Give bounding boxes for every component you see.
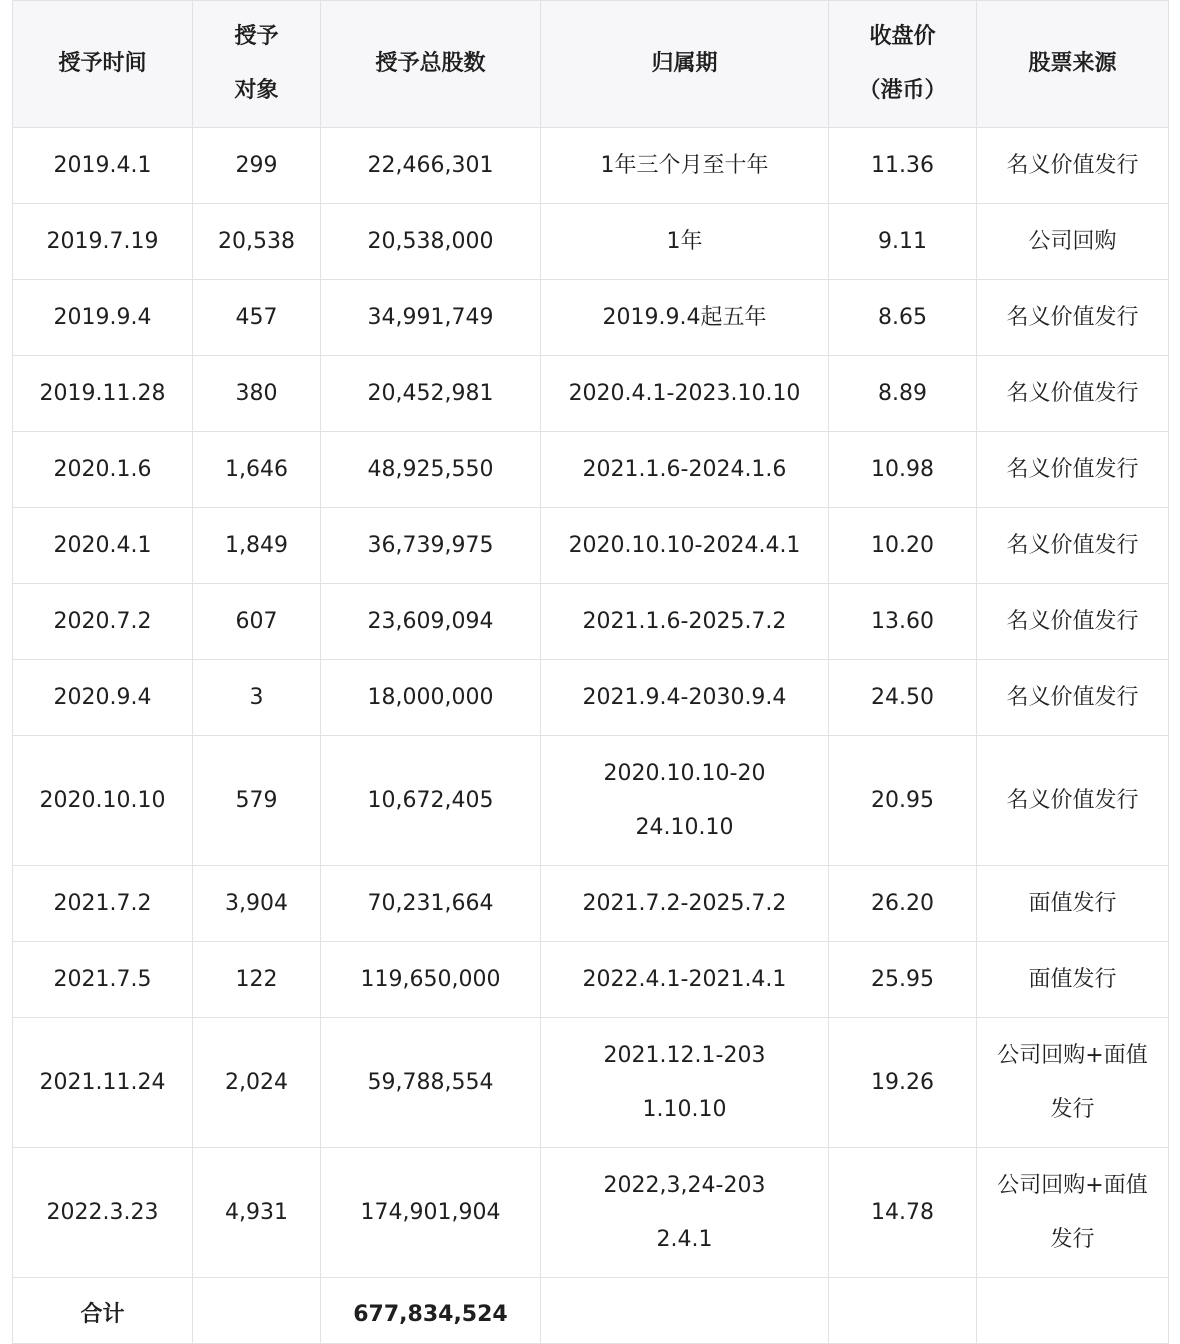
cell-recipients: 20,538 [193, 204, 321, 280]
cell-total-shares: 70,231,664 [321, 866, 541, 942]
table-row [13, 508, 1169, 584]
cell-vesting-period: 2020.4.1-2023.10.10 [541, 356, 829, 432]
cell-closing-price: 10.98 [829, 432, 977, 508]
cell-share-source: 名义价值发行 [977, 128, 1169, 204]
cell-share-source: 名义价值发行 [977, 432, 1169, 508]
cell-recipients: 1,646 [193, 432, 321, 508]
cell-grant-date: 2021.11.24 [13, 1018, 193, 1148]
cell-total-shares: 22,466,301 [321, 128, 541, 204]
cell-vesting-period: 2020.10.10-2024.10.10 [541, 736, 829, 866]
cell-total-shares: 59,788,554 [321, 1018, 541, 1148]
cell-closing-price: 8.89 [829, 356, 977, 432]
cell-total-shares: 36,739,975 [321, 508, 541, 584]
cell-recipients: 2,024 [193, 1018, 321, 1148]
header-share-source: 股票来源 [977, 1, 1169, 128]
header-total-shares: 授予总股数 [321, 1, 541, 128]
cell-recipients: 457 [193, 280, 321, 356]
cell-total-shares: 174,901,904 [321, 1148, 541, 1278]
table-row [13, 1148, 1169, 1278]
table-row [13, 280, 1169, 356]
cell-grant-date: 2020.1.6 [13, 432, 193, 508]
header-grant-date: 授予时间 [13, 1, 193, 128]
cell-closing-price: 26.20 [829, 866, 977, 942]
cell-recipients: 1,849 [193, 508, 321, 584]
cell-closing-price: 20.95 [829, 736, 977, 866]
cell-recipients: 607 [193, 584, 321, 660]
cell-vesting-period: 2022.4.1-2021.4.1 [541, 942, 829, 1018]
table-row [13, 942, 1169, 1018]
cell-share-source: 公司回购+面值发行 [977, 1148, 1169, 1278]
cell-recipients: 380 [193, 356, 321, 432]
grant-table-container [12, 0, 1168, 1344]
table-row [13, 128, 1169, 204]
table-row [13, 432, 1169, 508]
cell-total-shares: 20,538,000 [321, 204, 541, 280]
cell-share-source: 名义价值发行 [977, 660, 1169, 736]
table-row [13, 866, 1169, 942]
cell-grant-date: 2021.7.2 [13, 866, 193, 942]
cell-grant-date: 2020.9.4 [13, 660, 193, 736]
cell-total-shares: 20,452,981 [321, 356, 541, 432]
cell-vesting-period: 1年三个月至十年 [541, 128, 829, 204]
table-row [13, 356, 1169, 432]
header-grant-recipients: 授予 对象 [193, 1, 321, 128]
table-row [13, 660, 1169, 736]
cell-grant-date: 2019.9.4 [13, 280, 193, 356]
total-label: 合计 [13, 1278, 193, 1344]
cell-vesting-period: 2019.9.4起五年 [541, 280, 829, 356]
cell-closing-price: 14.78 [829, 1148, 977, 1278]
cell-vesting-period: 2021.1.6-2025.7.2 [541, 584, 829, 660]
total-shares-value: 677,834,524 [321, 1278, 541, 1344]
cell-share-source: 名义价值发行 [977, 736, 1169, 866]
table-body [13, 128, 1169, 1344]
table-row [13, 1018, 1169, 1148]
total-row [13, 1278, 1169, 1344]
cell-vesting-period: 1年 [541, 204, 829, 280]
cell-share-source: 面值发行 [977, 942, 1169, 1018]
cell-recipients: 122 [193, 942, 321, 1018]
cell-grant-date: 2019.7.19 [13, 204, 193, 280]
cell-vesting-period: 2021.12.1-2031.10.10 [541, 1018, 829, 1148]
header-row [13, 1, 1169, 128]
cell-closing-price: 13.60 [829, 584, 977, 660]
cell-closing-price: 19.26 [829, 1018, 977, 1148]
cell-recipients: 579 [193, 736, 321, 866]
cell-grant-date: 2019.4.1 [13, 128, 193, 204]
cell-grant-date: 2020.4.1 [13, 508, 193, 584]
table-row [13, 204, 1169, 280]
cell-closing-price: 24.50 [829, 660, 977, 736]
cell-vesting-period: 2022,3,24-2032.4.1 [541, 1148, 829, 1278]
table-row [13, 584, 1169, 660]
share-grant-table [12, 0, 1169, 1344]
table-row [13, 736, 1169, 866]
cell-grant-date: 2019.11.28 [13, 356, 193, 432]
header-vesting-period: 归属期 [541, 1, 829, 128]
cell-total-shares: 23,609,094 [321, 584, 541, 660]
cell-total-shares: 34,991,749 [321, 280, 541, 356]
cell-share-source: 名义价值发行 [977, 280, 1169, 356]
cell-total-shares: 10,672,405 [321, 736, 541, 866]
cell-grant-date: 2022.3.23 [13, 1148, 193, 1278]
cell-grant-date: 2020.7.2 [13, 584, 193, 660]
cell-vesting-period: 2021.1.6-2024.1.6 [541, 432, 829, 508]
cell-total-shares: 18,000,000 [321, 660, 541, 736]
cell-closing-price: 25.95 [829, 942, 977, 1018]
cell-recipients: 299 [193, 128, 321, 204]
table-header [13, 1, 1169, 128]
cell-recipients: 3,904 [193, 866, 321, 942]
cell-closing-price: 9.11 [829, 204, 977, 280]
cell-recipients: 3 [193, 660, 321, 736]
cell-recipients: 4,931 [193, 1148, 321, 1278]
cell-grant-date: 2021.7.5 [13, 942, 193, 1018]
total-empty-cell [829, 1278, 977, 1344]
cell-share-source: 公司回购+面值发行 [977, 1018, 1169, 1148]
cell-share-source: 公司回购 [977, 204, 1169, 280]
cell-vesting-period: 2020.10.10-2024.4.1 [541, 508, 829, 584]
header-closing-price: 收盘价 （港币） [829, 1, 977, 128]
cell-total-shares: 119,650,000 [321, 942, 541, 1018]
cell-vesting-period: 2021.7.2-2025.7.2 [541, 866, 829, 942]
cell-total-shares: 48,925,550 [321, 432, 541, 508]
total-empty-cell [193, 1278, 321, 1344]
cell-closing-price: 10.20 [829, 508, 977, 584]
total-empty-cell [541, 1278, 829, 1344]
total-empty-cell [977, 1278, 1169, 1344]
cell-closing-price: 8.65 [829, 280, 977, 356]
cell-share-source: 名义价值发行 [977, 584, 1169, 660]
cell-closing-price: 11.36 [829, 128, 977, 204]
cell-share-source: 名义价值发行 [977, 508, 1169, 584]
cell-share-source: 名义价值发行 [977, 356, 1169, 432]
cell-grant-date: 2020.10.10 [13, 736, 193, 866]
cell-vesting-period: 2021.9.4-2030.9.4 [541, 660, 829, 736]
cell-share-source: 面值发行 [977, 866, 1169, 942]
